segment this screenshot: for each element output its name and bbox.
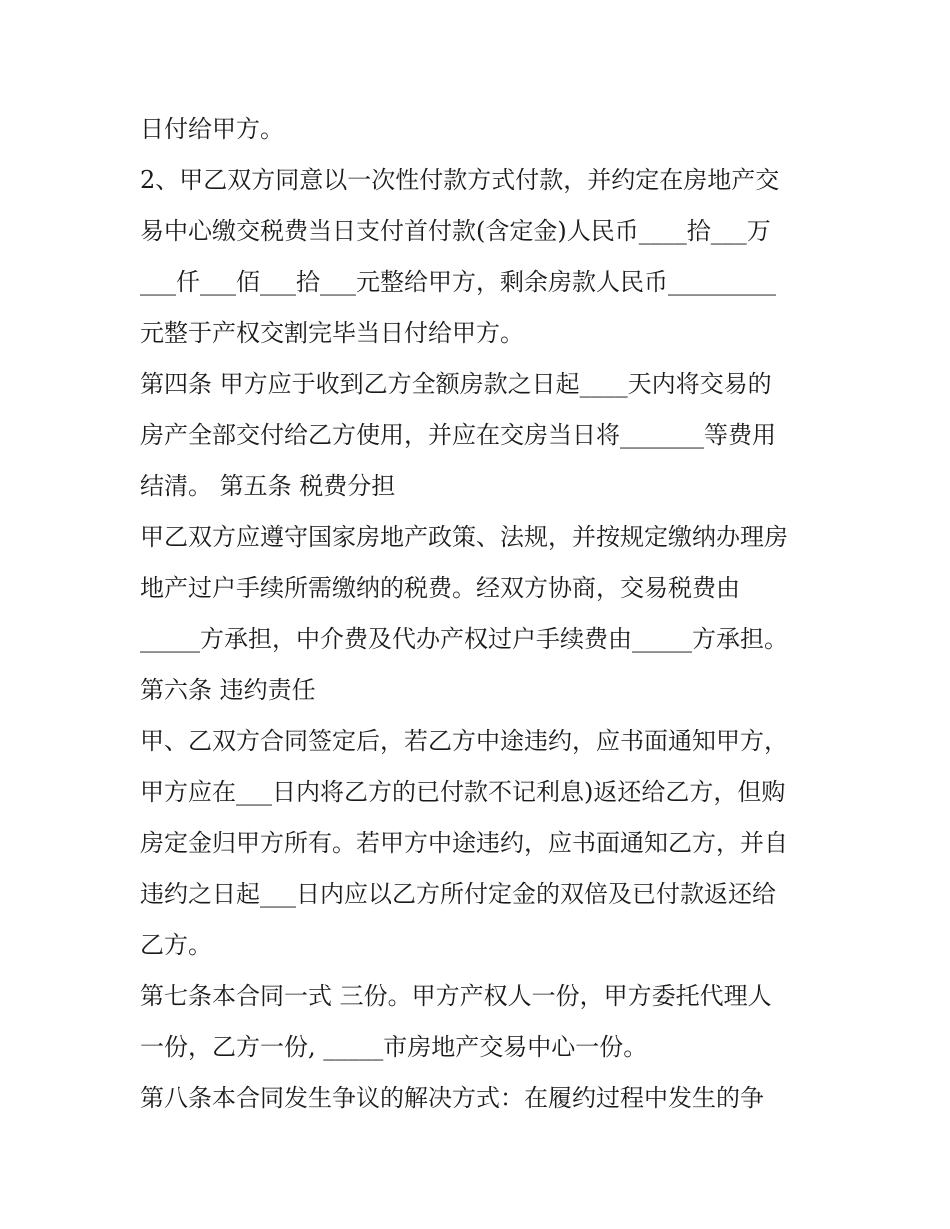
text-line: 结清。 第五条 税费分担 (140, 472, 396, 500)
text-line: 甲方应在___日内将乙方的已付款不记利息)返还给乙方，但购 (140, 778, 786, 806)
text-line: 甲、乙双方合同签定后，若乙方中途违约，应书面通知甲方， (140, 727, 788, 755)
text-line: 日付给甲方。 (140, 115, 284, 143)
text-line: 第六条 违约责任 (140, 676, 316, 704)
text-line: 地产过户手续所需缴纳的税费。经双方协商，交易税费由 (140, 574, 740, 602)
text-line: 房定金归甲方所有。若甲方中途违约，应书面通知乙方，并自 (140, 829, 788, 857)
text-line: _____方承担，中介费及代办产权过户手续费由_____方承担。 (140, 625, 788, 653)
contract-text (140, 104, 820, 1124)
text-line: 违约之日起___日内应以乙方所付定金的双倍及已付款返还给 (140, 880, 776, 908)
text-line: 第八条本合同发生争议的解决方式：在履约过程中发生的争 (140, 1084, 764, 1112)
text-line: 易中心缴交税费当日支付首付款(含定金)人民币____拾___万 (140, 217, 771, 245)
text-line: ___仟___佰___拾___元整给甲方，剩余房款人民币_________ (140, 268, 776, 296)
text-line: 2、甲乙双方同意以一次性付款方式付款，并约定在房地产交 (140, 166, 780, 194)
text-line: 一份，乙方一份, _____市房地产交易中心一份。 (140, 1033, 648, 1061)
text-line: 第七条本合同一式 三份。甲方产权人一份，甲方委托代理人 (140, 982, 772, 1010)
text-line: 元整于产权交割完毕当日付给甲方。 (140, 319, 524, 347)
text-line: 乙方。 (140, 931, 212, 959)
text-line: 房产全部交付给乙方使用，并应在交房当日将_______等费用 (140, 421, 776, 449)
text-line: 甲乙双方应遵守国家房地产政策、法规，并按规定缴纳办理房 (140, 523, 788, 551)
text-line: 第四条 甲方应于收到乙方全额房款之日起____天内将交易的 (140, 370, 772, 398)
